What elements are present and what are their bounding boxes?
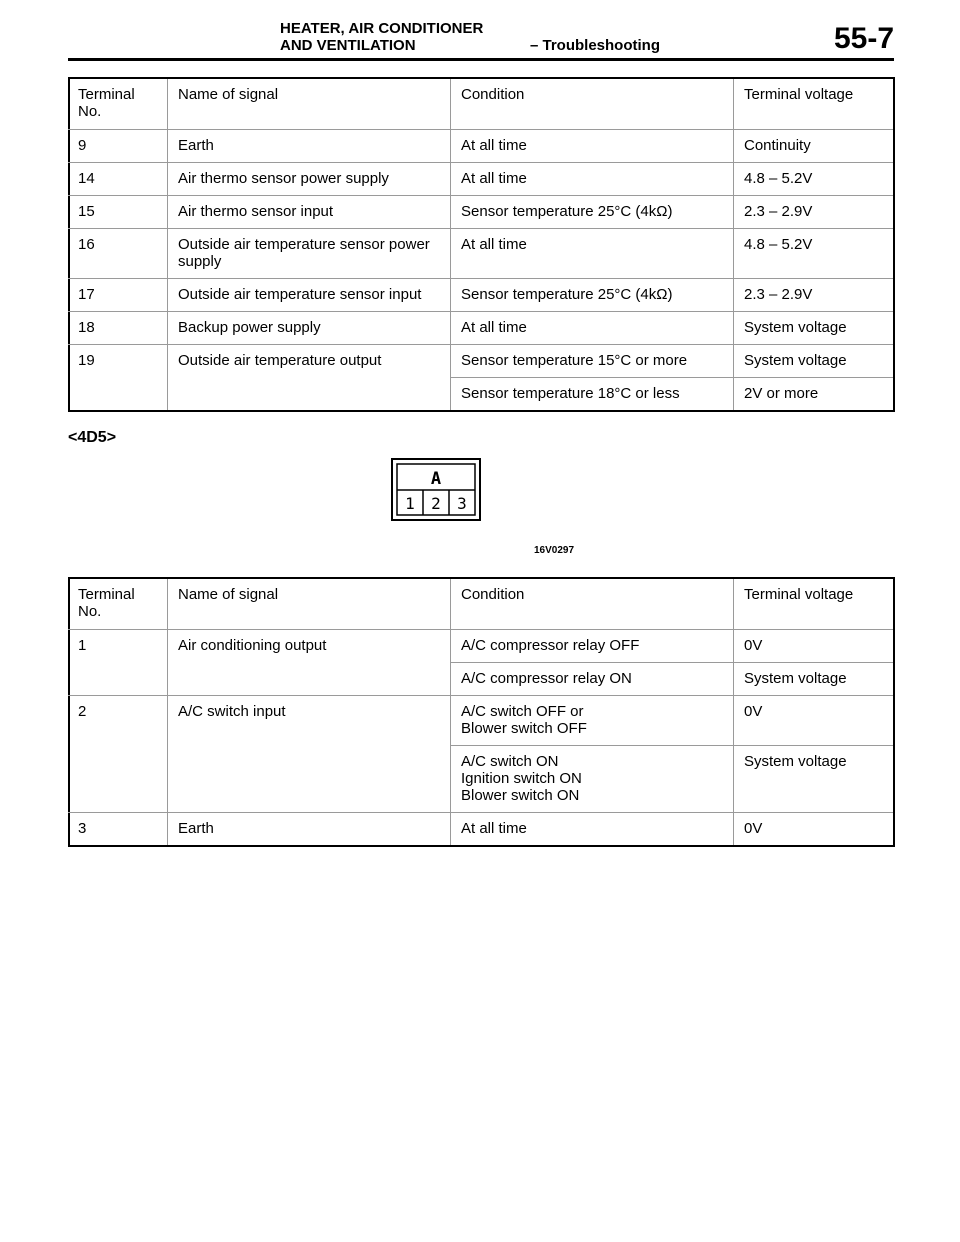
header-cell: Terminal No. <box>68 79 168 129</box>
condition-cell: Sensor temperature 25°C (4kΩ) <box>451 278 734 311</box>
table-row <box>68 344 893 377</box>
connector-label: A <box>430 469 442 489</box>
table-row <box>68 377 893 410</box>
terminal-cell: 18 <box>68 311 168 344</box>
table-row <box>68 662 893 695</box>
signal-cell: Backup power supply <box>168 311 451 344</box>
condition-cell: Sensor temperature 25°C (4kΩ) <box>451 195 734 228</box>
terminal-cell: 14 <box>68 162 168 195</box>
figure-code: 16V0297 <box>534 545 575 556</box>
pin-1: 1 <box>405 494 415 513</box>
signal-cell <box>168 662 451 695</box>
terminal-cell: 19 <box>68 344 168 377</box>
condition-cell <box>451 745 734 812</box>
voltage-cell: 0V <box>734 629 894 662</box>
signal-cell: Air conditioning output <box>168 629 451 662</box>
table-row <box>68 695 893 745</box>
condition-line: A/C switch ON <box>461 752 559 770</box>
voltage-cell: 0V <box>734 812 894 845</box>
condition-cell: At all time <box>451 129 734 162</box>
table-row <box>68 129 893 162</box>
connector-diagram <box>391 458 483 527</box>
header-cell: Condition <box>451 579 734 629</box>
table-row <box>68 228 893 278</box>
chapter-title-line2: AND VENTILATION <box>280 37 416 54</box>
page-header <box>68 18 894 62</box>
condition-cell: At all time <box>451 162 734 195</box>
table-row <box>68 311 893 344</box>
header-cell: Terminal No. <box>68 579 168 629</box>
header-rule <box>68 58 894 61</box>
chapter-title-line1: HEATER, AIR CONDITIONER <box>280 20 484 37</box>
signal-cell: Outside air temperature output <box>168 344 451 377</box>
condition-line: Blower switch OFF <box>461 719 587 737</box>
voltage-cell: 0V <box>734 695 894 745</box>
header-cell: Condition <box>451 79 734 129</box>
engine-variant-label: <4D5> <box>68 429 117 446</box>
table-row <box>68 812 893 845</box>
table-header-row <box>68 79 893 129</box>
terminal-cell: 3 <box>68 812 168 845</box>
voltage-cell: 4.8 – 5.2V <box>734 228 894 278</box>
condition-line: Ignition switch ON <box>461 769 582 787</box>
table-row <box>68 162 893 195</box>
terminal-table-2 <box>68 579 893 845</box>
voltage-cell: Continuity <box>734 129 894 162</box>
connector-drawing <box>391 458 483 522</box>
condition-cell: Sensor temperature 15°C or more <box>451 344 734 377</box>
condition-line: A/C compressor relay ON <box>461 669 632 687</box>
signal-cell: Outside air temperature sensor power supply <box>168 228 451 278</box>
terminal-cell: 1 <box>68 629 168 662</box>
table-row <box>68 195 893 228</box>
signal-cell: A/C switch input <box>168 695 451 745</box>
condition-cell <box>451 629 734 662</box>
table-row <box>68 278 893 311</box>
voltage-cell: 2.3 – 2.9V <box>734 278 894 311</box>
condition-cell <box>451 662 734 695</box>
terminal-table-1 <box>68 79 893 410</box>
condition-cell: Sensor temperature 18°C or less <box>451 377 734 410</box>
signal-cell: Earth <box>168 129 451 162</box>
condition-cell <box>451 812 734 845</box>
condition-line: A/C switch OFF or <box>461 702 584 720</box>
table-row <box>68 745 893 812</box>
signal-cell: Air thermo sensor power supply <box>168 162 451 195</box>
pin-2: 2 <box>431 494 441 513</box>
table-row <box>68 629 893 662</box>
signal-cell <box>168 745 451 812</box>
table-header-row <box>68 579 893 629</box>
header-cell: Terminal voltage <box>744 86 854 103</box>
signal-cell: Outside air temperature sensor input <box>168 278 451 311</box>
condition-cell <box>451 695 734 745</box>
voltage-cell: System voltage <box>734 311 894 344</box>
header-cell: Terminal voltage <box>744 586 854 603</box>
header-cell: Name of signal <box>168 79 451 129</box>
condition-cell: At all time <box>451 228 734 278</box>
signal-cell <box>168 377 451 410</box>
condition-line: A/C compressor relay OFF <box>461 636 640 654</box>
terminal-cell <box>68 745 168 812</box>
section-title: – Troubleshooting <box>530 37 660 54</box>
chapter-title <box>280 20 483 54</box>
header-cell: Name of signal <box>168 579 451 629</box>
signal-cell: Earth <box>168 812 451 845</box>
voltage-cell: 4.8 – 5.2V <box>734 162 894 195</box>
condition-cell: At all time <box>451 311 734 344</box>
terminal-cell <box>68 662 168 695</box>
terminal-cell: 16 <box>68 228 168 278</box>
signal-cell: Air thermo sensor input <box>168 195 451 228</box>
condition-line: At all time <box>461 819 527 837</box>
voltage-cell: System voltage <box>734 344 894 377</box>
voltage-cell: 2V or more <box>734 377 894 410</box>
voltage-cell: System voltage <box>734 662 894 695</box>
voltage-cell: 2.3 – 2.9V <box>734 195 894 228</box>
terminal-cell: 17 <box>68 278 168 311</box>
terminal-cell <box>68 377 168 410</box>
terminal-cell: 2 <box>68 695 168 745</box>
terminal-cell: 15 <box>68 195 168 228</box>
page-number: 55-7 <box>833 22 894 55</box>
terminal-cell: 9 <box>68 129 168 162</box>
pin-3: 3 <box>457 494 467 513</box>
voltage-cell: System voltage <box>734 745 894 812</box>
condition-line: Blower switch ON <box>461 786 580 804</box>
